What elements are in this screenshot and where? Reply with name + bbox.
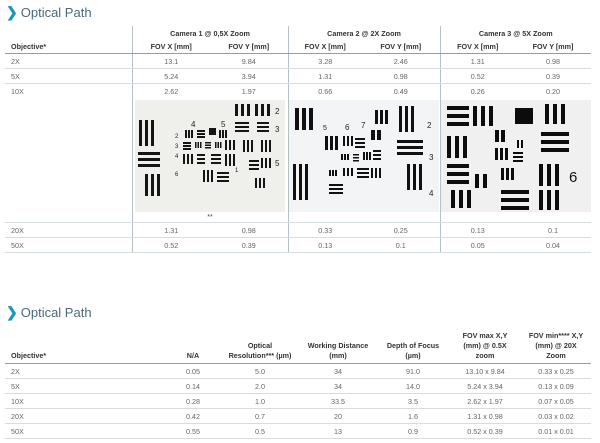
table-cell: 1.6 [377,409,449,424]
target-label: 4 [191,120,196,129]
fov-max-header: FOV max X,Y (mm) @ 0.5X zoom [449,323,521,364]
table-cell: 5.0 [221,364,299,379]
section1-title-text: Optical Path [20,5,92,20]
table-cell: 0.39 [515,69,591,84]
blank-cell [5,98,132,212]
camera3-image-cell [440,98,591,212]
table-cell: 1.97 [241,86,256,96]
target-label: 3 [275,125,280,134]
cam1-fovy-header: FOV Y [mm] [210,40,288,54]
target-label: 5 [221,120,226,129]
table-cell: 13.10 x 9.84 [449,364,521,379]
table-cell: 91.0 [377,364,449,379]
camera1-image-cell [132,98,288,212]
objective-cell: 2X [5,364,165,379]
table-cell: 2.62 x 1.97 [449,394,521,409]
table-cell: 20 [299,409,377,424]
table-cell: 0.42 [165,409,221,424]
target-label: 3 [429,153,434,162]
table-cell: 3.28 [288,54,362,69]
table-cell: 0.52 [132,238,210,253]
table-cell: 0.04 [515,238,591,253]
section2-title [6,304,92,321]
objective-cell: 10X [11,86,24,96]
table-cell: 0.9 [377,424,449,439]
image-note: ** [132,212,288,223]
table-cell: 0.33 [288,223,362,238]
table-cell: 0.52 [440,69,515,84]
table-cell: 14.0 [377,379,449,394]
table-row [5,394,591,409]
objective-header: Objective* [5,323,165,364]
table-cell: 34 [299,379,377,394]
target-label: 4 [175,154,179,160]
table-row [5,238,591,253]
table-cell: 3.5 [377,394,449,409]
cam2-fovx-header: FOV X [mm] [288,40,362,54]
table-cell: 0.1 [362,238,440,253]
table-row [5,409,591,424]
table-cell: 0.98 [210,223,288,238]
table-cell: 0.07 x 0.05 [521,394,591,409]
table-cell: 0.13 [440,223,515,238]
blank-cell [288,212,440,223]
resolution-header: Optical Resolution*** (µm) [221,323,299,364]
table-cell: 0.52 x 0.39 [449,424,521,439]
blank-header [5,26,132,40]
blank-cell [5,212,132,223]
table-row [5,69,591,84]
table-row [5,84,591,99]
table-cell: 34 [299,364,377,379]
table-cell: 0.28 [165,394,221,409]
table-row [5,54,591,69]
table-cell: 0.55 [165,424,221,439]
table-cell: 33.5 [299,394,377,409]
objective-cell: 20X [5,409,165,424]
camera1-target-image [135,100,285,212]
table-cell: 0.25 [362,223,440,238]
table-cell: 0.49 [393,86,408,96]
working-distance-header: Working Distance (mm) [299,323,377,364]
table-cell: 0.66 [288,84,362,99]
table-cell: 1.31 x 0.98 [449,409,521,424]
chevron-right-icon: ❯ [6,304,18,320]
table-cell: 0.5 [221,424,299,439]
cam3-fovx-header: FOV X [mm] [440,40,515,54]
table-cell: 2.46 [362,54,440,69]
optics-table [5,323,591,439]
fov-table [5,26,591,253]
target-label: 7 [361,121,366,130]
camera2-target-image [289,100,439,212]
target-label: 6 [175,172,179,178]
chevron-right-icon: ❯ [6,4,18,20]
na-header: N/A [165,323,221,364]
objective-header: Objective* [5,40,132,54]
objective-cell: 50X [5,238,132,253]
table-cell: 0.39 [210,238,288,253]
table-cell: 1.31 [440,54,515,69]
section2-title-text: Optical Path [20,305,92,320]
objective-cell: 5X [5,379,165,394]
table-cell: 1.31 [132,223,210,238]
cam2-fovy-header: FOV Y [mm] [362,40,440,54]
table-cell: 2.62 [132,84,210,99]
image-note-row [5,212,591,223]
camera2-header: Camera 2 @ 2X Zoom [288,26,440,40]
camera3-target-image [441,100,591,212]
table-cell: 0.98 [515,54,591,69]
table-row [5,223,591,238]
objective-cell: 20X [5,223,132,238]
table-cell: 0.13 [288,238,362,253]
target-label: 3 [175,144,179,150]
table-cell: 0.14 [165,379,221,394]
target-label: 6 [345,123,350,132]
table-cell: 1.0 [221,394,299,409]
table-row [5,379,591,394]
section1-title [6,4,92,21]
table-row [5,364,591,379]
camera3-header: Camera 3 @ 5X Zoom [440,26,591,40]
target-label: 6 [568,169,578,186]
target-label: 2 [427,121,432,130]
objective-cell: 2X [5,54,132,69]
table-cell: 0.7 [221,409,299,424]
table-cell: 0.13 x 0.09 [521,379,591,394]
camera1-header: Camera 1 @ 0,5X Zoom [132,26,288,40]
table-cell: 5.24 [132,69,210,84]
table-cell: 0.05 [165,364,221,379]
depth-of-focus-header: Depth of Focus (µm) [377,323,449,364]
table-cell: 0.01 x 0.01 [521,424,591,439]
table-cell: 0.05 [440,238,515,253]
objective-cell: 50X [5,424,165,439]
table-cell: 5.24 x 3.94 [449,379,521,394]
target-label: 5 [275,159,280,168]
cam3-fovy-header: FOV Y [mm] [515,40,591,54]
table-cell: 1.31 [288,69,362,84]
table-cell: 0.20 [546,86,560,96]
objective-cell: 10X [5,394,165,409]
blank-cell [440,212,591,223]
cam1-fovx-header: FOV X [mm] [132,40,210,54]
table-cell: 2.0 [221,379,299,394]
target-label: 1 [235,168,239,174]
target-label: 2 [275,107,280,116]
table-cell: 0.03 x 0.02 [521,409,591,424]
target-label: 5 [323,125,327,132]
table-cell: 13.1 [132,54,210,69]
table-cell: 0.33 x 0.25 [521,364,591,379]
camera2-image-cell [288,98,440,212]
image-row [5,98,591,212]
table-cell: 9.84 [210,54,288,69]
target-label: 2 [175,134,179,140]
table-cell: 0.98 [362,69,440,84]
target-label: 4 [429,189,434,198]
objective-cell: 5X [5,69,132,84]
table-cell: 3.94 [210,69,288,84]
table-cell: 0.26 [440,84,515,99]
table-row [5,424,591,439]
table-cell: 13 [299,424,377,439]
table-cell: 0.1 [515,223,591,238]
fov-min-header: FOV min**** X,Y (mm) @ 20X Zoom [521,323,591,364]
